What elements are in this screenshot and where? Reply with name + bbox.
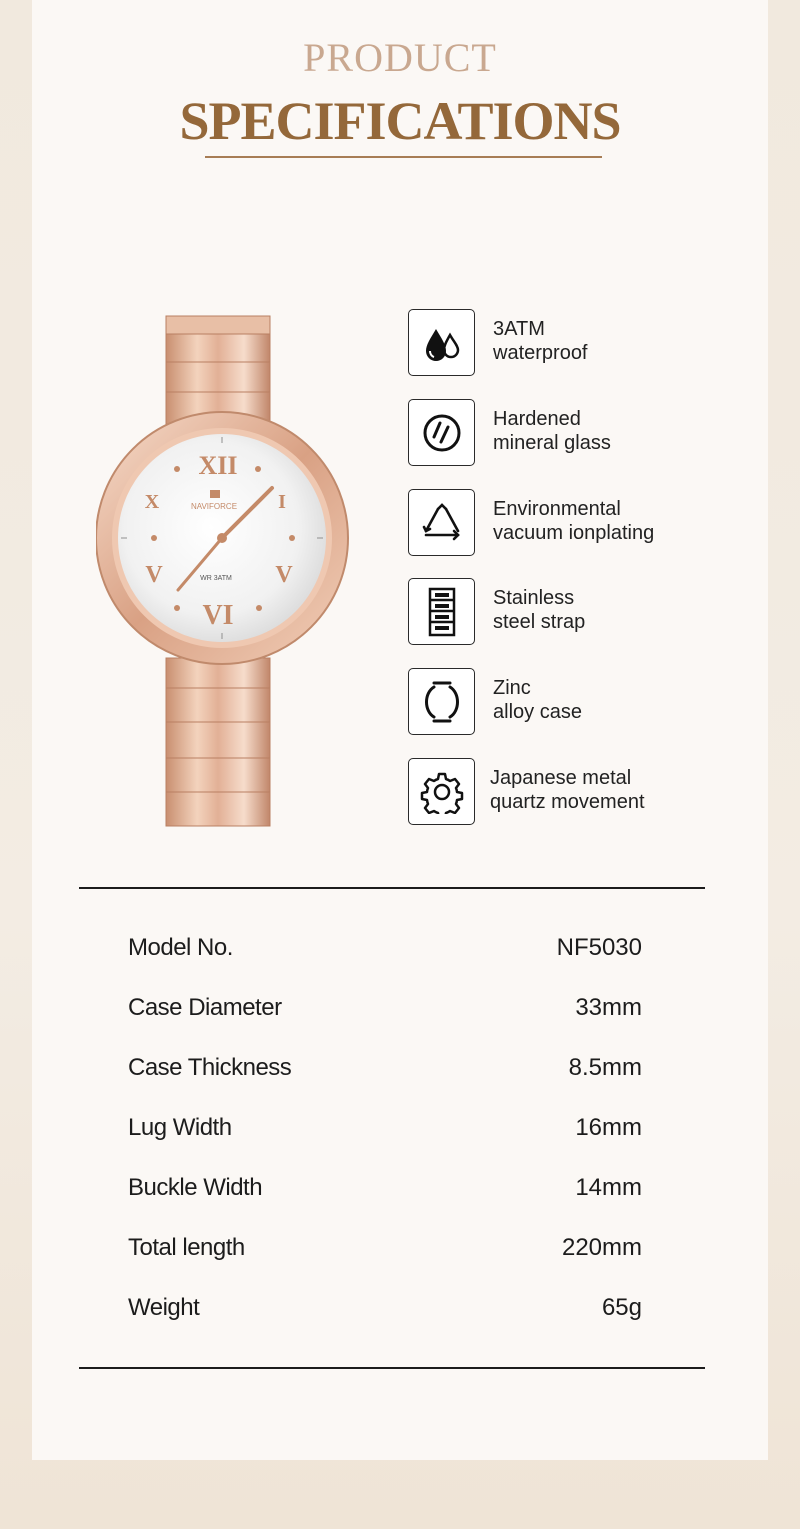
feature-label: Japanese metal quartz movement — [490, 767, 645, 813]
table-top-rule — [79, 887, 705, 889]
svg-text:V: V — [275, 562, 293, 588]
spec-row-lug-width: Lug Width 16mm — [128, 1114, 642, 1141]
feature-label: 3ATM waterproof — [493, 318, 588, 364]
table-bottom-rule — [79, 1367, 705, 1369]
watch-case-icon — [408, 668, 475, 735]
feature-label: Stainless steel strap — [493, 587, 586, 633]
recycle-triangle-icon — [408, 489, 475, 556]
spec-row-buckle-width: Buckle Width 14mm — [128, 1174, 642, 1201]
svg-text:VI: VI — [202, 600, 234, 631]
glass-icon — [408, 399, 475, 466]
svg-text:XII: XII — [198, 451, 238, 480]
svg-text:X: X — [144, 491, 160, 513]
feature-steel-strap — [408, 578, 738, 645]
spec-row-weight: Weight 65g — [128, 1294, 642, 1321]
svg-text:V: V — [145, 562, 163, 588]
spec-row-case-diameter: Case Diameter 33mm — [128, 994, 642, 1021]
feature-waterproof — [408, 309, 738, 376]
feature-ionplating — [408, 489, 738, 556]
bottom-band — [166, 658, 270, 826]
feature-quartz-movement — [408, 758, 738, 825]
feature-label: Hardened mineral glass — [493, 408, 611, 454]
gear-icon — [408, 758, 475, 825]
svg-text:WR 3ATM: WR 3ATM — [200, 575, 232, 582]
water-drops-icon — [408, 309, 475, 376]
svg-text:I: I — [278, 491, 286, 513]
title-underline — [205, 156, 602, 158]
feature-label: Zinc alloy case — [493, 677, 582, 723]
feature-mineral-glass — [408, 399, 738, 466]
spec-row-total-length: Total length 220mm — [128, 1234, 642, 1261]
spec-row-model: Model No. NF5030 — [128, 934, 642, 961]
spec-row-case-thickness: Case Thickness 8.5mm — [128, 1054, 642, 1081]
feature-label: Environmental vacuum ionplating — [493, 498, 655, 544]
watch-image — [96, 312, 352, 828]
svg-text:NAVIFORCE: NAVIFORCE — [190, 502, 238, 511]
title-product: PRODUCT — [303, 35, 497, 80]
title-specifications: SPECIFICATIONS — [179, 91, 621, 151]
strap-links-icon — [408, 578, 475, 645]
feature-zinc-case — [408, 668, 738, 735]
